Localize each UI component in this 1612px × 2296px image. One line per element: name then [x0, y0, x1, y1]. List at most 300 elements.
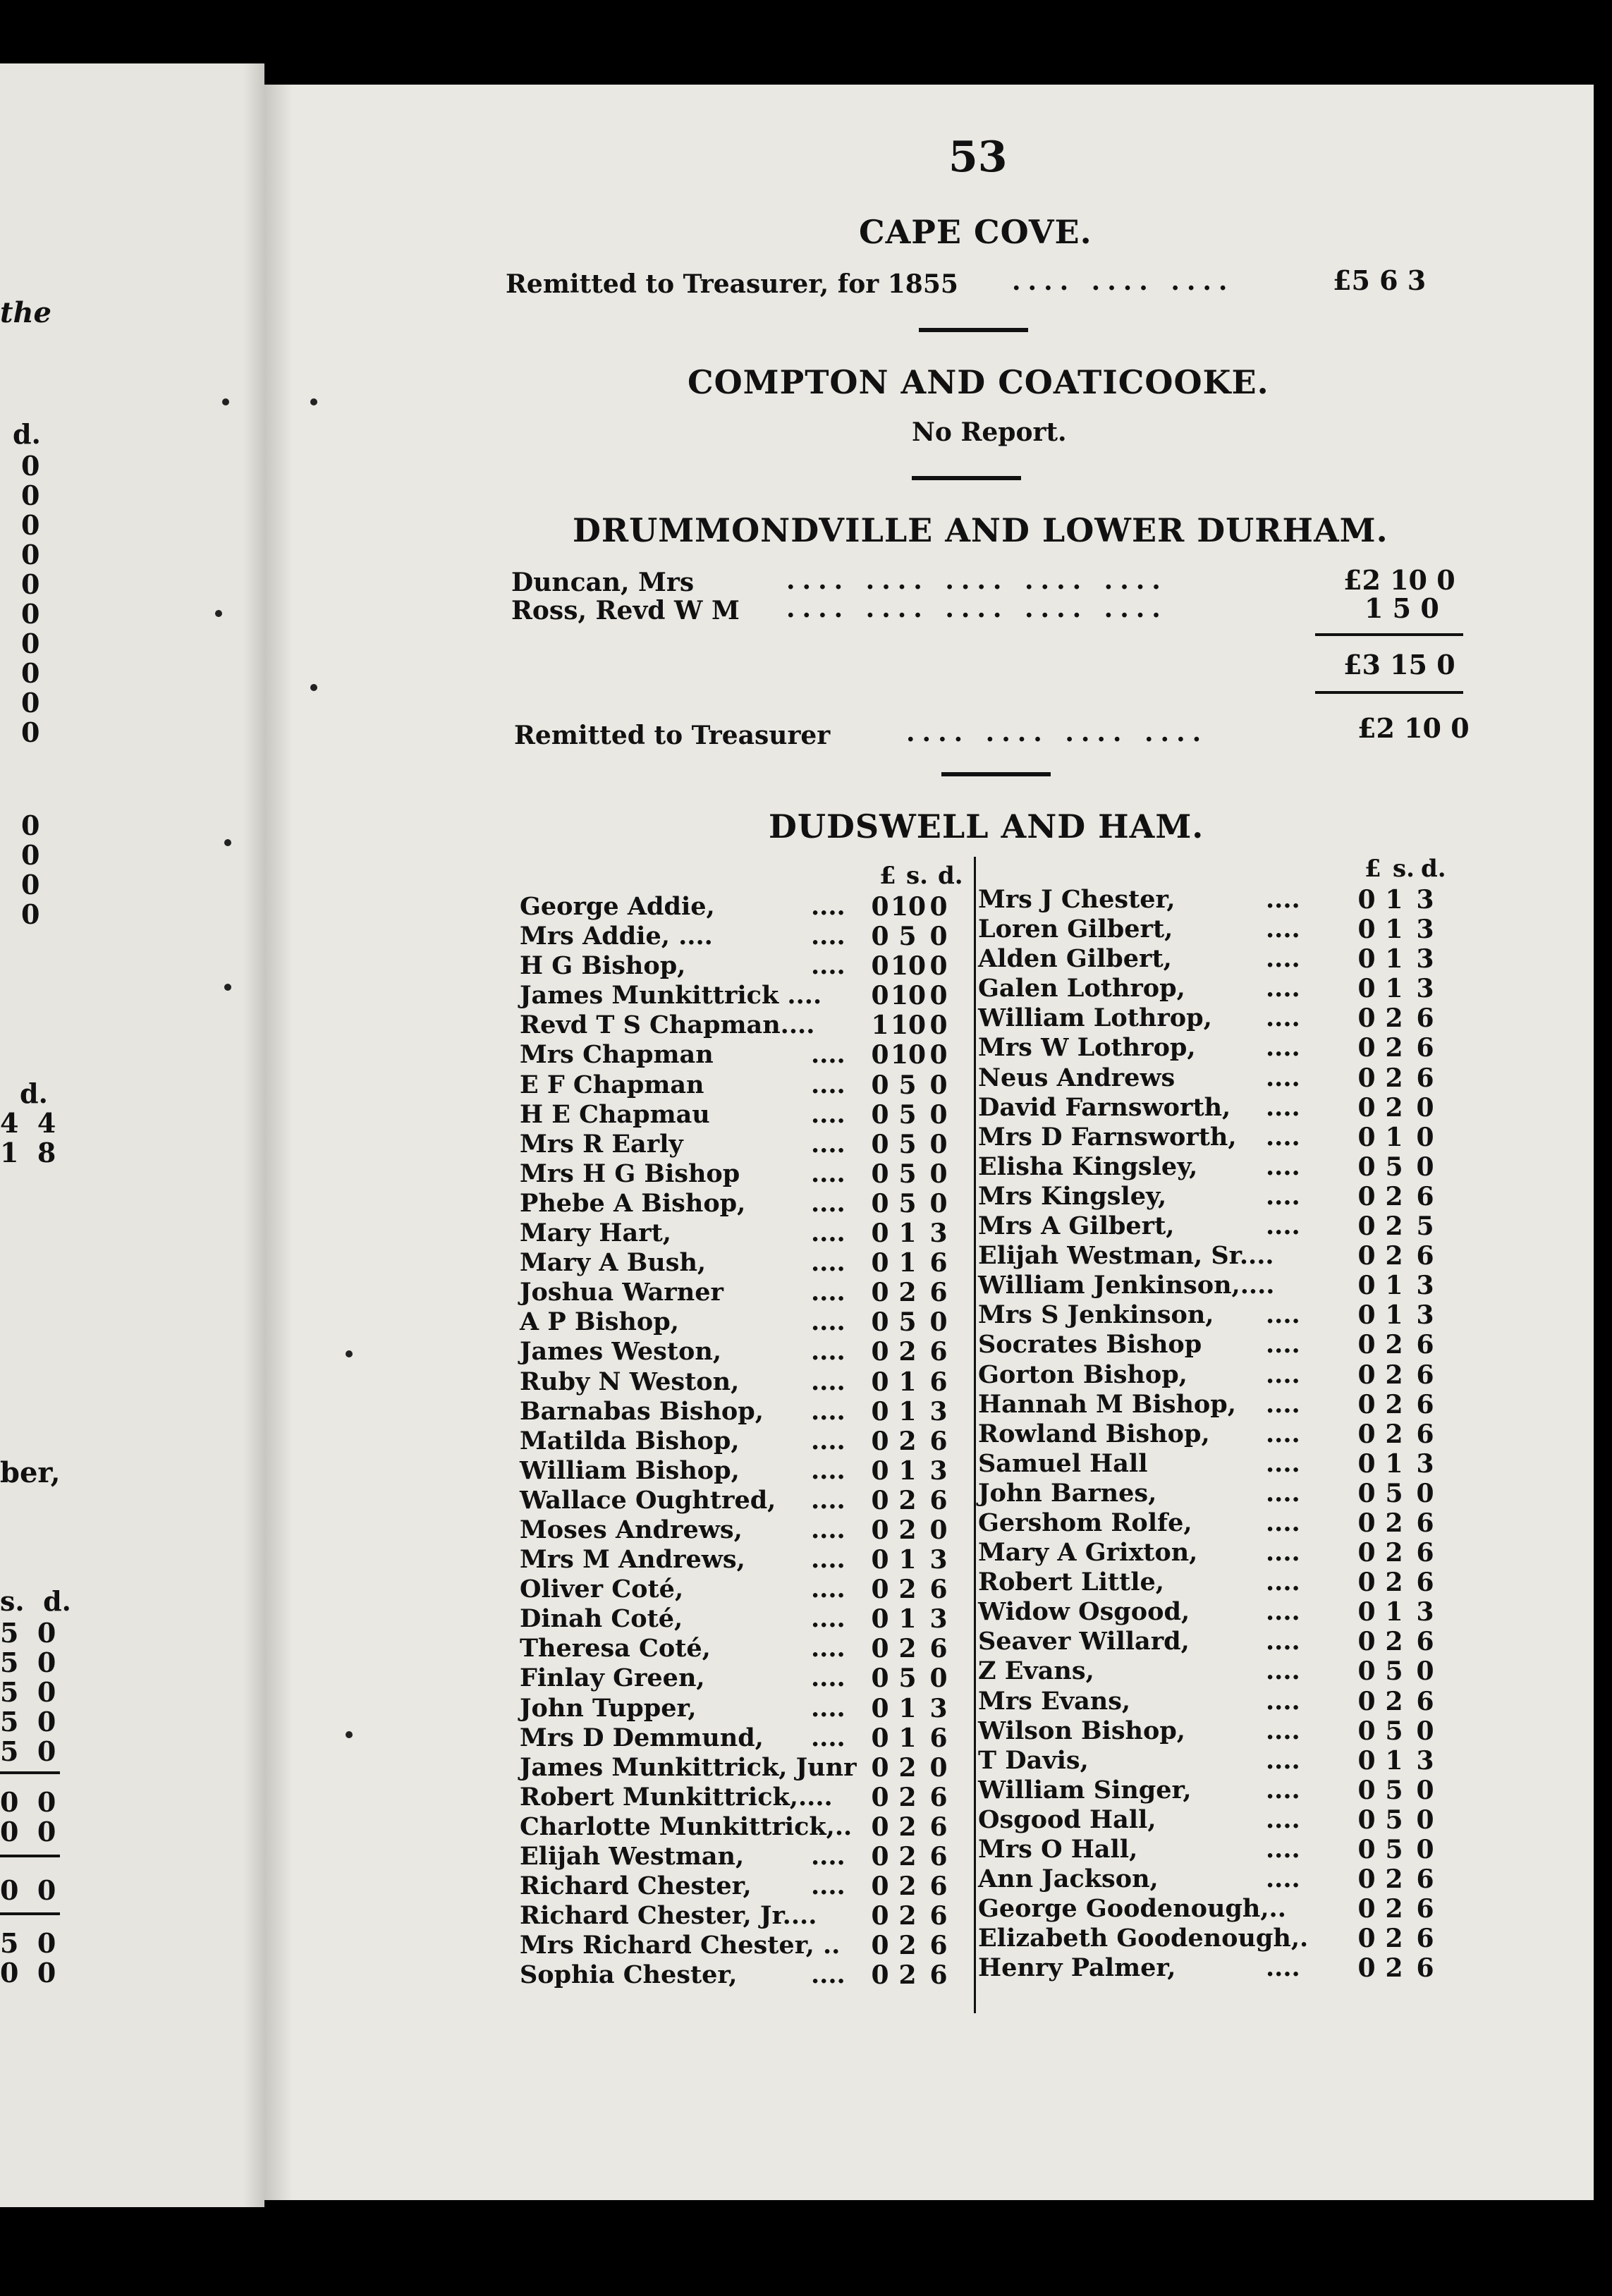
donor-leader-dots	[1266, 1924, 1300, 1953]
donor-amount	[869, 1931, 953, 1960]
donor-amount	[1356, 1924, 1439, 1953]
left-facing-page	[0, 63, 264, 2207]
section-rule-2	[912, 476, 1021, 480]
donor-leader-dots: ....	[811, 1278, 845, 1307]
donor-leader-dots: ....	[811, 1219, 845, 1248]
cape-cove-leader-dots: .... .... ....	[1012, 267, 1235, 296]
donor-name: Wilson Bishop,	[978, 1716, 1185, 1745]
donor-name: Wallace Oughtred,	[520, 1485, 776, 1515]
drummondville-remitted-label: Remitted to Treasurer	[514, 721, 831, 750]
right-page	[264, 85, 1594, 2200]
donor-name: Mrs Chapman	[520, 1040, 714, 1070]
donor-shillings: 2	[1385, 1033, 1403, 1063]
donor-pounds: 0	[1357, 1627, 1376, 1657]
section-rule-1	[919, 328, 1028, 332]
donor-name: Elijah Westman,	[520, 1842, 745, 1871]
donor-leader-dots: ....	[811, 1634, 845, 1663]
donor-leader-dots: ....	[1266, 1330, 1300, 1360]
donor-leader-dots	[811, 981, 845, 1010]
donor-pence: 6	[1416, 1389, 1434, 1419]
donor-name: Ruby N Weston,	[520, 1367, 740, 1396]
print-speck	[215, 610, 222, 617]
donor-name: T Davis,	[978, 1745, 1089, 1775]
left-fragment-word-2: ber,	[0, 1456, 61, 1489]
donor-amount	[869, 1219, 953, 1248]
donor-leader-dots: ....	[811, 1485, 845, 1515]
donor-name: Hannah M Bishop,	[978, 1389, 1236, 1419]
donor-pounds: 0	[871, 1842, 889, 1871]
donor-shillings: 10	[891, 1040, 927, 1070]
donor-leader-dots: ....	[811, 1070, 845, 1099]
right-donor-amounts	[1356, 885, 1439, 1983]
donor-amount	[869, 1367, 953, 1397]
drummondville-remitted-dots: .... .... .... ....	[906, 718, 1209, 747]
donor-pence: 3	[1416, 885, 1434, 915]
donor-leader-dots	[1266, 1241, 1300, 1271]
donor-shillings: 2	[1385, 1686, 1403, 1716]
compton-heading: COMPTON AND COATICOOKE.	[688, 363, 1269, 401]
donor-leader-dots: ....	[811, 1129, 845, 1159]
donor-pence: 6	[929, 1634, 948, 1664]
donor-name: Richard Chester, Jr....	[520, 1901, 817, 1931]
left-fragment-value: 0	[21, 716, 40, 748]
donor-pence: 0	[1416, 1656, 1434, 1687]
left-fragment-value: 0	[21, 869, 40, 900]
donor-leader-dots: ....	[811, 1188, 845, 1218]
left-fragment-value: 0	[21, 450, 40, 482]
donor-amount	[1356, 1687, 1439, 1716]
donor-pounds: 0	[871, 1219, 889, 1249]
donor-amount	[1356, 1746, 1439, 1776]
donor-pounds: 0	[871, 1485, 889, 1515]
donor-name: Matilda Bishop,	[520, 1426, 740, 1455]
donor-pence: 3	[1416, 915, 1434, 945]
donor-name: Barnabas Bishop,	[520, 1396, 764, 1426]
donor-pounds: 0	[1357, 1686, 1376, 1716]
donor-pence: 6	[1416, 1360, 1434, 1390]
donor-pounds: 0	[1357, 974, 1376, 1004]
donor-amount	[869, 1871, 953, 1901]
donor-shillings: 1	[1385, 1300, 1403, 1331]
donor-pence: 6	[929, 1248, 948, 1278]
donor-name: Moses Andrews,	[520, 1515, 743, 1544]
right-shillings-header: s.	[1393, 855, 1415, 883]
left-fragment-value: 5 0	[0, 1676, 56, 1708]
donor-pence: 0	[929, 1099, 948, 1130]
donor-pence: 6	[1416, 1864, 1434, 1895]
donor-shillings: 2	[1385, 1627, 1403, 1657]
donor-shillings: 2	[1385, 1538, 1403, 1568]
donor-amount	[869, 981, 953, 1010]
donor-amount	[1356, 1003, 1439, 1033]
donor-pounds: 0	[871, 1723, 889, 1753]
donor-name: Mrs O Hall,	[978, 1835, 1138, 1864]
compton-no-report: No Report.	[912, 417, 1067, 447]
donor-pence: 3	[1416, 974, 1434, 1004]
donor-amount	[869, 1397, 953, 1427]
page-gutter	[243, 63, 264, 2207]
donor-leader-dots: ....	[811, 1604, 845, 1634]
cape-cove-heading: CAPE COVE.	[859, 213, 1092, 251]
drummondville-total-rule	[1315, 691, 1463, 694]
donor-shillings: 1	[1385, 1122, 1403, 1152]
donor-amount	[869, 1010, 953, 1040]
donor-leader-dots: ....	[1266, 1003, 1300, 1033]
donor-shillings: 5	[1385, 1656, 1403, 1687]
donor-pence: 6	[929, 1960, 948, 1991]
donor-amount	[1356, 1300, 1439, 1330]
donor-amount	[869, 1783, 953, 1812]
donor-pence: 6	[929, 1842, 948, 1871]
donor-pounds: 0	[871, 1812, 889, 1842]
donor-amount	[869, 1812, 953, 1842]
donor-pence: 3	[1416, 944, 1434, 975]
donor-leader-dots: ....	[1266, 1805, 1300, 1834]
donor-name: Rowland Bishop,	[978, 1419, 1210, 1448]
donor-pounds: 0	[871, 1396, 889, 1427]
print-speck	[310, 684, 317, 691]
donor-name: James Weston,	[520, 1337, 721, 1367]
donor-leader-dots: ....	[1266, 885, 1300, 914]
donor-pence: 0	[1416, 1092, 1434, 1123]
donor-leader-dots: ....	[811, 1871, 845, 1901]
donor-amount	[1356, 1330, 1439, 1360]
donor-shillings: 5	[898, 1307, 917, 1338]
page-number: 53	[948, 133, 1008, 182]
donor-pence: 3	[929, 1693, 948, 1723]
donor-leader-dots: ....	[1266, 1656, 1300, 1686]
drummondville-amount-1: £2 10 0	[1343, 564, 1455, 596]
donor-leader-dots: ....	[1266, 1835, 1300, 1864]
donor-amount	[869, 1694, 953, 1723]
donor-pounds: 0	[871, 1901, 889, 1931]
donor-pounds: 0	[1357, 1003, 1376, 1034]
donor-amount	[1356, 974, 1439, 1003]
donor-pence: 6	[1416, 1686, 1434, 1716]
donor-name: Mrs H G Bishop	[520, 1159, 740, 1188]
donor-shillings: 2	[898, 1871, 917, 1902]
donor-amount	[1356, 1835, 1439, 1864]
donor-name: Mary A Grixton,	[978, 1538, 1198, 1568]
donor-amount	[1356, 944, 1439, 974]
donor-name: Mrs Evans,	[978, 1686, 1131, 1716]
donor-name: Mary A Bush,	[520, 1248, 707, 1278]
donor-shillings: 5	[898, 1099, 917, 1130]
left-donor-amounts	[869, 892, 953, 1990]
right-pounds-header: £	[1364, 855, 1381, 883]
donor-pounds: 0	[1357, 1745, 1376, 1776]
donor-shillings: 2	[1385, 1003, 1403, 1034]
donor-shillings: 2	[898, 1278, 917, 1308]
donor-pence: 0	[929, 1040, 948, 1070]
donor-shillings: 2	[898, 1782, 917, 1812]
donor-pence: 0	[1416, 1478, 1434, 1508]
donor-shillings: 2	[1385, 1063, 1403, 1093]
donor-pence: 0	[1416, 1716, 1434, 1746]
donor-name: Richard Chester,	[520, 1871, 752, 1901]
section-rule-3	[941, 772, 1051, 776]
donor-pounds: 0	[1357, 1330, 1376, 1360]
donor-leader-dots: ....	[1266, 1627, 1300, 1656]
donor-pounds: 0	[871, 1188, 889, 1219]
donor-pence: 6	[1416, 1538, 1434, 1568]
donor-pounds: 0	[871, 1634, 889, 1664]
donor-amount	[869, 1604, 953, 1634]
donor-pounds: 0	[871, 1159, 889, 1189]
donor-pounds: 0	[1357, 1953, 1376, 1984]
column-divider	[974, 857, 976, 2013]
donor-shillings: 10	[891, 892, 927, 922]
left-total-b: 0 0	[0, 1874, 56, 1906]
donor-leader-dots: ....	[1266, 1300, 1300, 1330]
donor-shillings: 5	[1385, 1805, 1403, 1835]
donor-name: Mrs Addie, ....	[520, 922, 713, 951]
donor-leader-dots: ....	[1266, 1775, 1300, 1805]
donor-leader-dots: ....	[811, 1040, 845, 1070]
donor-name: Elisha Kingsley,	[978, 1152, 1198, 1181]
donor-amount	[1356, 1211, 1439, 1241]
donor-pounds: 0	[1357, 1122, 1376, 1152]
left-fragment-value: 1 8	[0, 1137, 56, 1168]
donor-pence: 0	[1416, 1775, 1434, 1805]
left-rule-2	[0, 1855, 60, 1857]
donor-shillings: 2	[898, 1575, 917, 1605]
donor-pence: 6	[929, 1485, 948, 1515]
left-pounds-header: £	[879, 862, 896, 890]
donor-pounds: 0	[871, 1782, 889, 1812]
left-fragment-value: 0	[21, 839, 40, 871]
drummondville-remitted-amount: £2 10 0	[1357, 712, 1470, 744]
donor-amount	[1356, 915, 1439, 944]
donor-name: Mrs R Early	[520, 1129, 683, 1159]
donor-amount	[869, 1634, 953, 1663]
donor-shillings: 10	[891, 981, 927, 1011]
donor-shillings: 1	[898, 1545, 917, 1575]
donor-pence: 6	[1416, 1627, 1434, 1657]
donor-pence: 0	[929, 1752, 948, 1783]
donor-shillings: 5	[1385, 1478, 1403, 1508]
donor-shillings: 2	[1385, 1894, 1403, 1924]
donor-shillings: 2	[898, 1485, 917, 1515]
left-fragment-value: 0	[21, 568, 40, 600]
donor-leader-dots: ....	[811, 1575, 845, 1604]
left-column-values-3	[0, 1618, 56, 1766]
left-fragment-value: 4 4	[0, 1107, 56, 1139]
drummondville-dots-2: .... .... .... .... ....	[786, 594, 1168, 623]
donor-shillings: 10	[891, 1010, 927, 1041]
left-fragment-value: 5 0	[0, 1706, 56, 1738]
donor-name: Alden Gilbert,	[978, 944, 1172, 974]
donor-shillings: 2	[1385, 1568, 1403, 1598]
donor-pounds: 0	[871, 1931, 889, 1961]
drummondville-amount-2: 1 5 0	[1364, 592, 1439, 624]
donor-pence: 3	[929, 1545, 948, 1575]
print-speck	[346, 1731, 353, 1738]
drummondville-dots-1: .... .... .... .... ....	[786, 566, 1168, 595]
donor-name: Revd T S Chapman....	[520, 1010, 815, 1040]
donor-amount	[869, 1901, 953, 1931]
donor-leader-dots: ....	[811, 1159, 845, 1188]
left-fragment-value: 0	[21, 657, 40, 689]
donor-pence: 3	[929, 1455, 948, 1486]
donor-shillings: 2	[1385, 1360, 1403, 1390]
drummondville-total: £3 15 0	[1343, 649, 1455, 680]
donor-name: Mrs W Lothrop,	[978, 1033, 1196, 1063]
donor-amount	[869, 1545, 953, 1575]
donor-pence: 3	[1416, 1597, 1434, 1628]
donor-name: Elizabeth Goodenough,.	[978, 1924, 1309, 1953]
donor-name: H G Bishop,	[520, 951, 686, 981]
donor-shillings: 5	[898, 1129, 917, 1159]
donor-pounds: 0	[1357, 915, 1376, 945]
donor-leader-dots	[1266, 1271, 1300, 1300]
donor-amount	[869, 1753, 953, 1783]
donor-pounds: 1	[871, 1010, 889, 1041]
donor-pounds: 0	[1357, 1152, 1376, 1182]
donor-leader-dots	[1266, 1894, 1300, 1924]
donor-shillings: 1	[1385, 1448, 1403, 1479]
donor-pence: 0	[929, 922, 948, 952]
donor-pounds: 0	[1357, 944, 1376, 975]
donor-amount	[1356, 1627, 1439, 1656]
donor-shillings: 2	[1385, 1389, 1403, 1419]
donor-shillings: 2	[898, 1634, 917, 1664]
donor-pence: 3	[1416, 1300, 1434, 1331]
donor-shillings: 5	[898, 1663, 917, 1694]
donor-shillings: 1	[898, 1604, 917, 1635]
donor-shillings: 1	[898, 1693, 917, 1723]
left-donor-names	[520, 892, 857, 1990]
donor-pounds: 0	[1357, 1389, 1376, 1419]
donor-pounds: 0	[1357, 1924, 1376, 1954]
donor-pounds: 0	[871, 1040, 889, 1070]
donor-leader-dots: ....	[1266, 1953, 1300, 1983]
donor-shillings: 2	[1385, 1211, 1403, 1242]
donor-amount	[1356, 885, 1439, 915]
donor-shillings: 1	[898, 1248, 917, 1278]
donor-pence: 6	[1416, 1894, 1434, 1924]
donor-pence: 0	[929, 892, 948, 922]
donor-pounds: 0	[871, 1604, 889, 1635]
donor-pence: 6	[929, 1871, 948, 1902]
donor-name: Phebe A Bishop,	[520, 1188, 746, 1218]
donor-name: Dinah Coté,	[520, 1604, 683, 1634]
donor-leader-dots: ....	[1266, 1419, 1300, 1448]
donor-amount	[869, 1486, 953, 1515]
donor-pounds: 0	[1357, 1894, 1376, 1924]
donor-name: Robert Little,	[978, 1568, 1164, 1597]
donor-amount	[1356, 1864, 1439, 1894]
donor-leader-dots: ....	[1266, 1181, 1300, 1211]
donor-shillings: 2	[898, 1426, 917, 1456]
donor-pounds: 0	[1357, 1775, 1376, 1805]
donor-leader-dots: ....	[1266, 1716, 1300, 1745]
donor-amount	[1356, 1419, 1439, 1449]
donor-pence: 6	[1416, 1330, 1434, 1360]
donor-pounds: 0	[1357, 1478, 1376, 1508]
donor-pounds: 0	[871, 1575, 889, 1605]
donor-pounds: 0	[1357, 1508, 1376, 1538]
donor-name: Ann Jackson,	[978, 1864, 1159, 1894]
donor-leader-dots: ....	[1266, 1864, 1300, 1894]
donor-leader-dots: ....	[1266, 1211, 1300, 1241]
donor-leader-dots: ....	[811, 1960, 845, 1990]
donor-name: Sophia Chester,	[520, 1960, 738, 1990]
donor-pounds: 0	[1357, 1716, 1376, 1746]
donor-pence: 0	[929, 1129, 948, 1159]
donor-pounds: 0	[871, 1099, 889, 1130]
donor-amount	[1356, 1152, 1439, 1182]
left-fragment-value: 5 0	[0, 1735, 56, 1767]
left-fragment-value: 0	[21, 810, 40, 841]
left-fragment-total: 0 0	[0, 1786, 56, 1818]
donor-shillings: 2	[1385, 1241, 1403, 1271]
donor-pence: 6	[1416, 1181, 1434, 1211]
donor-shillings: 1	[898, 1219, 917, 1249]
donor-name: H E Chapmau	[520, 1099, 710, 1129]
donor-pence: 0	[1416, 1152, 1434, 1182]
donor-leader-dots: ....	[811, 1663, 845, 1693]
left-total-a	[0, 1788, 56, 1847]
donor-amount	[869, 1337, 953, 1367]
donor-shillings: 2	[898, 1515, 917, 1545]
donor-name: Robert Munkittrick,....	[520, 1782, 833, 1812]
donor-amount	[1356, 1271, 1439, 1300]
left-fragment-value: 0	[21, 480, 40, 511]
donor-pounds: 0	[1357, 1211, 1376, 1242]
donor-pounds: 0	[871, 1663, 889, 1694]
donor-pence: 3	[1416, 1745, 1434, 1776]
donor-shillings: 5	[898, 1159, 917, 1189]
donor-shillings: 1	[1385, 1271, 1403, 1301]
donor-name: Widow Osgood,	[978, 1597, 1190, 1627]
donor-shillings: 2	[1385, 1330, 1403, 1360]
donor-shillings: 1	[1385, 1745, 1403, 1776]
donor-leader-dots: ....	[811, 1723, 845, 1752]
inner-page-shadow	[264, 85, 293, 2200]
donor-leader-dots: ....	[811, 1545, 845, 1575]
left-fragment-total: 0 0	[0, 1957, 56, 1989]
donor-leader-dots: ....	[1266, 915, 1300, 944]
donor-amount	[1356, 1776, 1439, 1805]
donor-leader-dots: ....	[811, 1426, 845, 1455]
donor-shillings: 1	[1385, 1597, 1403, 1628]
left-fragment-value: 0	[21, 898, 40, 930]
left-donor-dots	[811, 892, 845, 1990]
donor-shillings: 10	[891, 951, 927, 982]
donor-leader-dots: ....	[1266, 1152, 1300, 1181]
donor-name: Oliver Coté,	[520, 1575, 684, 1604]
donor-shillings: 2	[1385, 1419, 1403, 1449]
donor-amount	[1356, 1063, 1439, 1093]
donor-leader-dots: ....	[811, 1455, 845, 1485]
donor-pence: 6	[929, 1278, 948, 1308]
donor-pence: 6	[929, 1812, 948, 1842]
donor-pence: 6	[1416, 1419, 1434, 1449]
donor-shillings: 5	[1385, 1152, 1403, 1182]
donor-name: Mrs J Chester,	[978, 885, 1176, 914]
donor-name: Mrs Kingsley,	[978, 1181, 1167, 1211]
donor-pounds: 0	[1357, 1597, 1376, 1628]
donor-name: E F Chapman	[520, 1070, 704, 1099]
donor-amount	[869, 1960, 953, 1990]
donor-amount	[869, 1575, 953, 1604]
donor-amount	[1356, 1241, 1439, 1271]
right-pence-header: d.	[1421, 855, 1446, 883]
donor-pounds: 0	[871, 1693, 889, 1723]
donor-shillings: 1	[1385, 974, 1403, 1004]
donor-leader-dots: ....	[811, 1337, 845, 1367]
